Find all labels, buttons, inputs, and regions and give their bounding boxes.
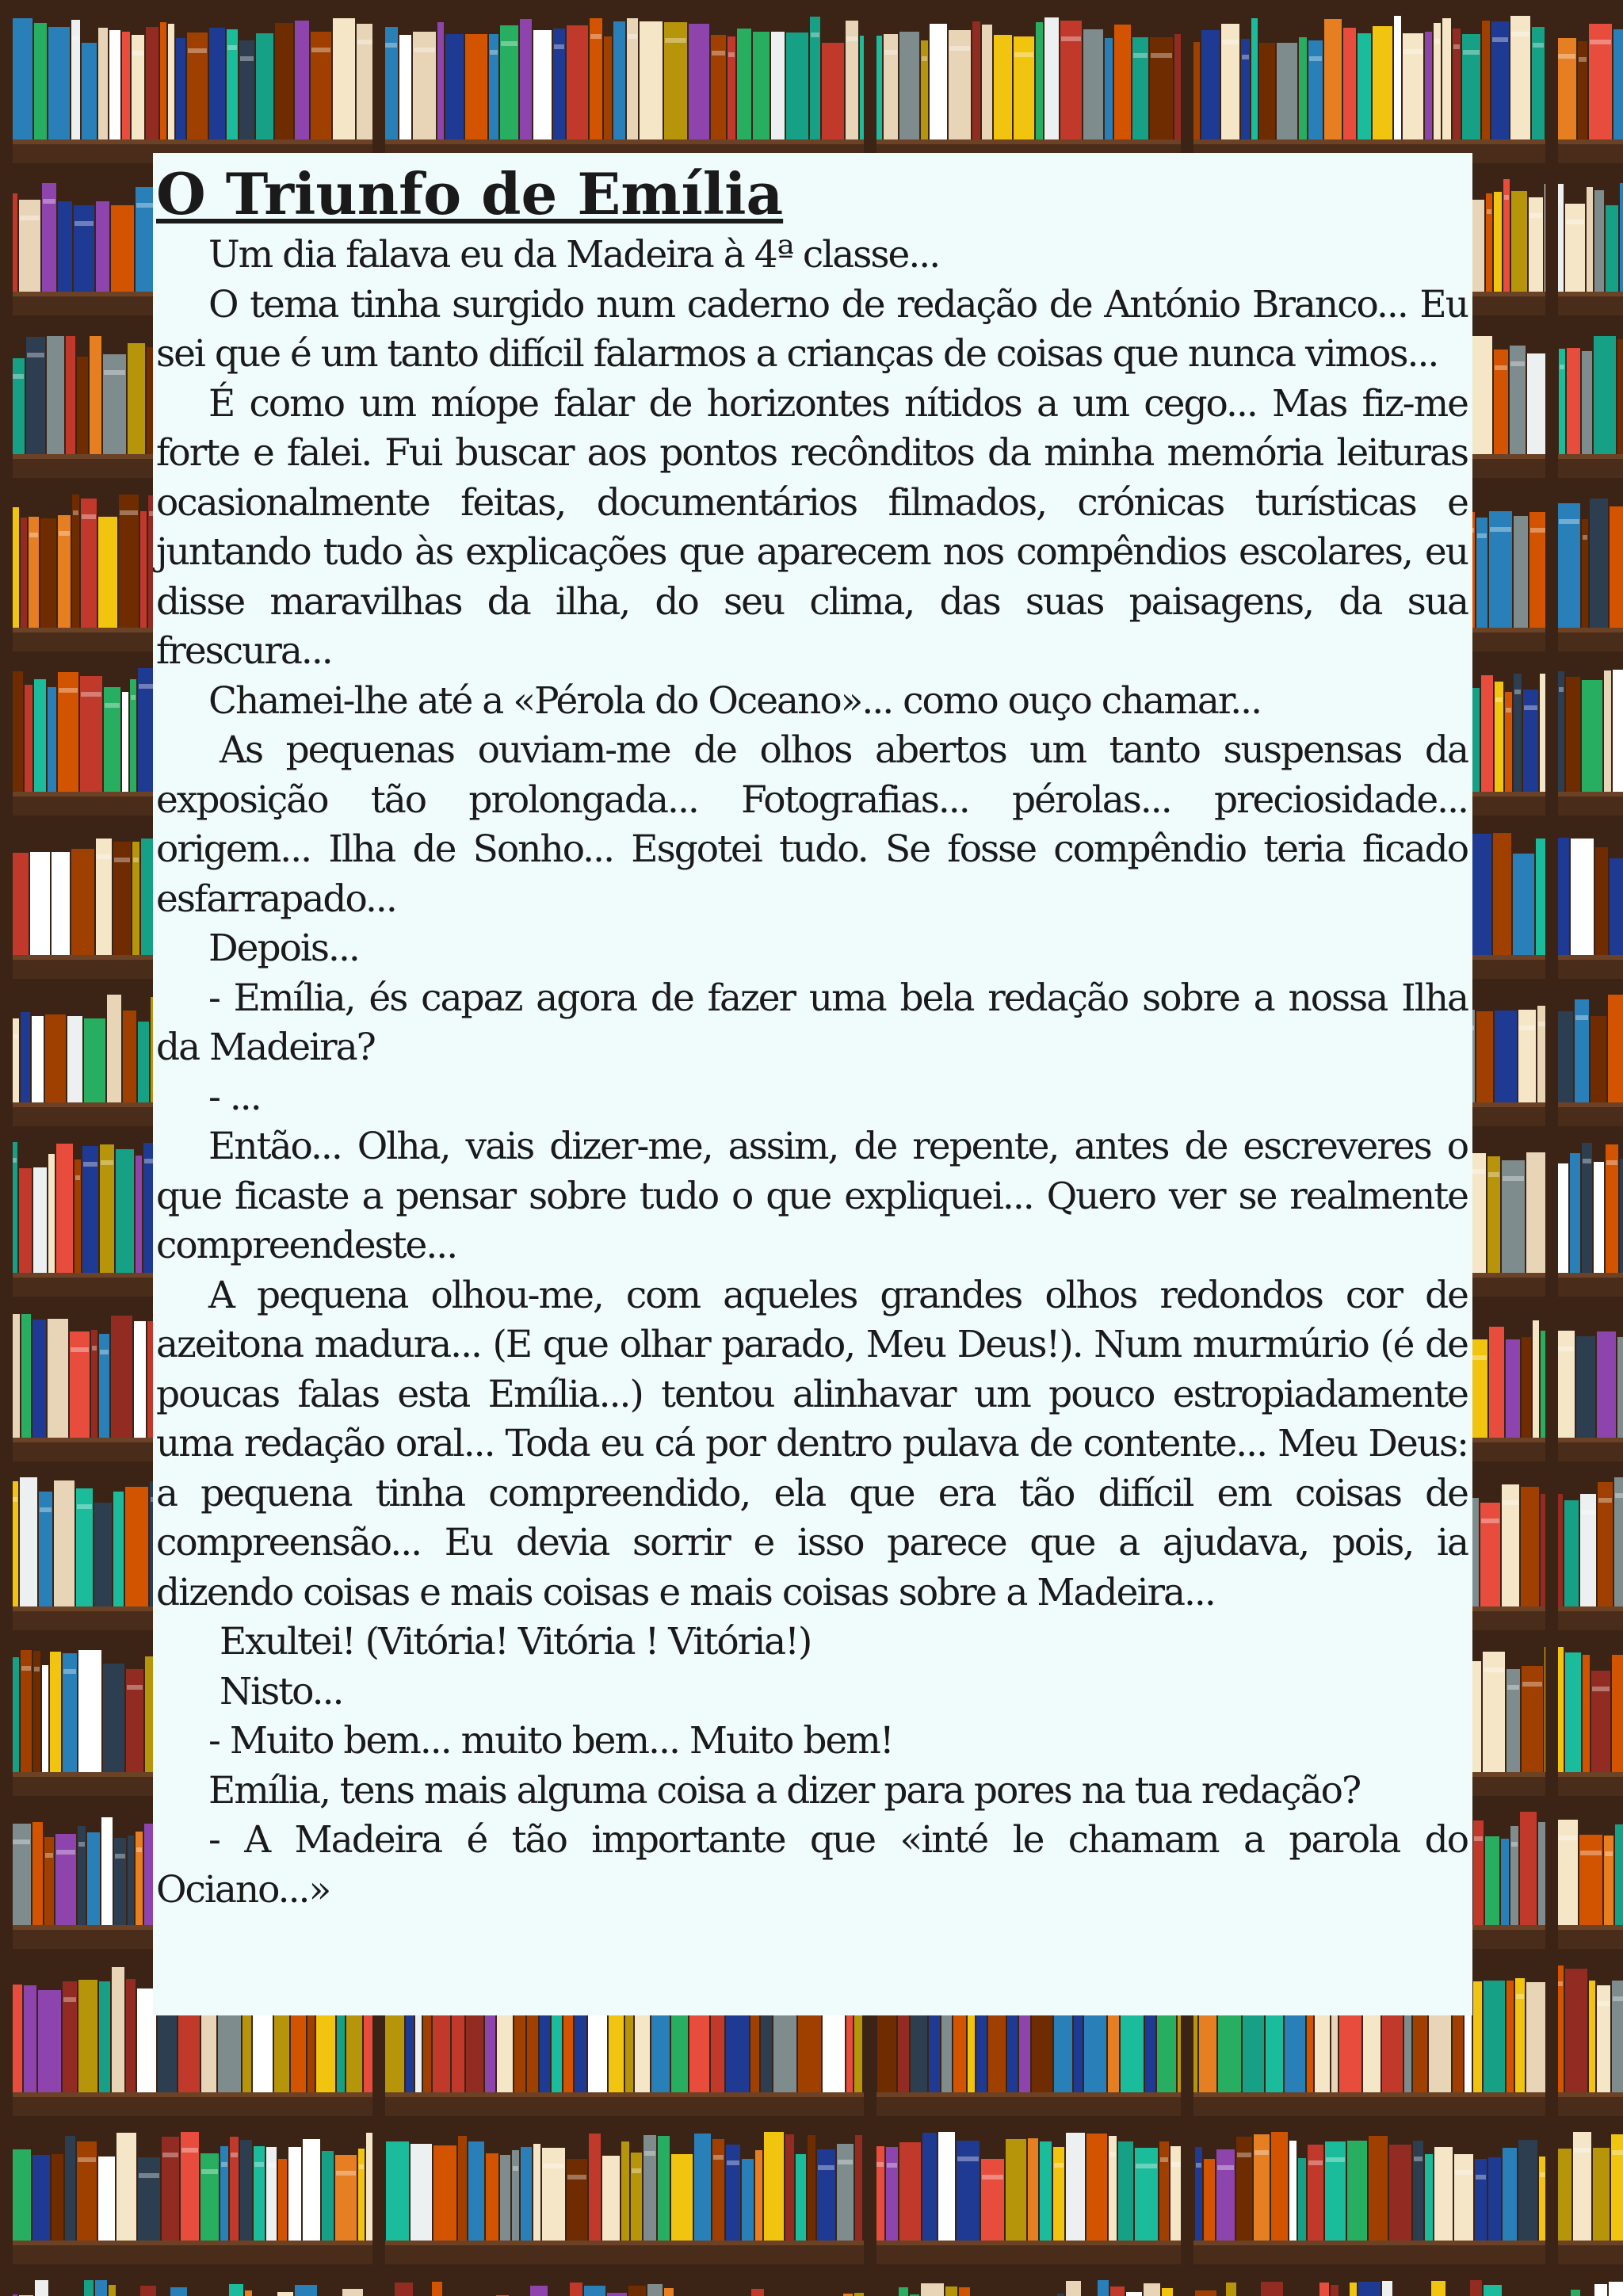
story-body — [156, 231, 1468, 1915]
story-paragraph: Emília, tens mais alguma coisa a dizer para pores na tua redação? — [208, 1768, 1361, 1813]
story-paragraph: O tema tinha surgido num caderno de redação de António Branco... Eu sei que é um tanto difícil falarmos a crianças de coisas que nunca vimos... — [156, 282, 1468, 376]
story-paragraph: - Muito bem... muito bem... Muito bem! — [208, 1719, 893, 1763]
story-paragraph: Um dia falava eu da Madeira à 4ª classe... — [208, 233, 940, 277]
story-paragraph: Chamei-lhe até a «Pérola do Oceano»... como ouço chamar... — [208, 678, 1262, 723]
story-paragraph: Exultei! (Vitória! Vitória ! Vitória!) — [220, 1620, 812, 1664]
story-paragraph: É como um míope falar de horizontes nítidos a um cego... Mas fiz-me forte e falei. Fui buscar aos pontos recônditos da minha memória leituras ocasionalmente feitas, documentários filmados, crónicas turísticas e juntando tudo às explicações que aparecem nos compêndios escolares, eu disse maravilhas da ilha, do seu clima, das suas paisagens, da sua frescura... — [156, 381, 1468, 673]
story-paragraph: - A Madeira é tão importante que «inté le chamam a parola do Ociano...» — [156, 1818, 1468, 1912]
story-paragraph: Depois... — [208, 926, 359, 970]
story-paragraph: Então... Olha, vais dizer-me, assim, de repente, antes de escreveres o que ficaste a pensar sobre tudo o que expliquei... Quero ver se realmente compreendeste... — [156, 1125, 1468, 1267]
story-paragraph: - Emília, és capaz agora de fazer uma bela redação sobre a nossa Ilha da Madeira? — [156, 976, 1468, 1069]
story-paragraph: - ... — [208, 1075, 261, 1119]
story-paragraph: Nisto... — [220, 1669, 343, 1713]
story-paragraph: As pequenas ouviam-me de olhos abertos um tanto suspensas da exposição tão prolongada... Fotografias... pérolas... preciosidade... origem... Ilha de Sonho... Esgotei tudo. Se fosse compêndio teria ficado esfarrapado... — [156, 728, 1468, 921]
story-title: O Triunfo de Emília — [156, 160, 784, 227]
text-panel — [153, 153, 1472, 2015]
story-paragraph: A pequena olhou-me, com aqueles grandes olhos redondos cor de azeitona madura... (E que olhar parado, Meu Deus!). Num murmúrio (é de poucas falas esta Emília...) tentou alinhavar um pouco estropiadamente uma redação oral... Toda eu cá por dentro pulava de contente... Meu Deus: a pequena tinha compreendido, ela que era tão difícil em coisas de compreensão... Eu devia sorrir e isso parece que a ajudava, pois, ia dizendo coisas e mais coisas e mais coisas sobre a Madeira... — [156, 1273, 1468, 1614]
